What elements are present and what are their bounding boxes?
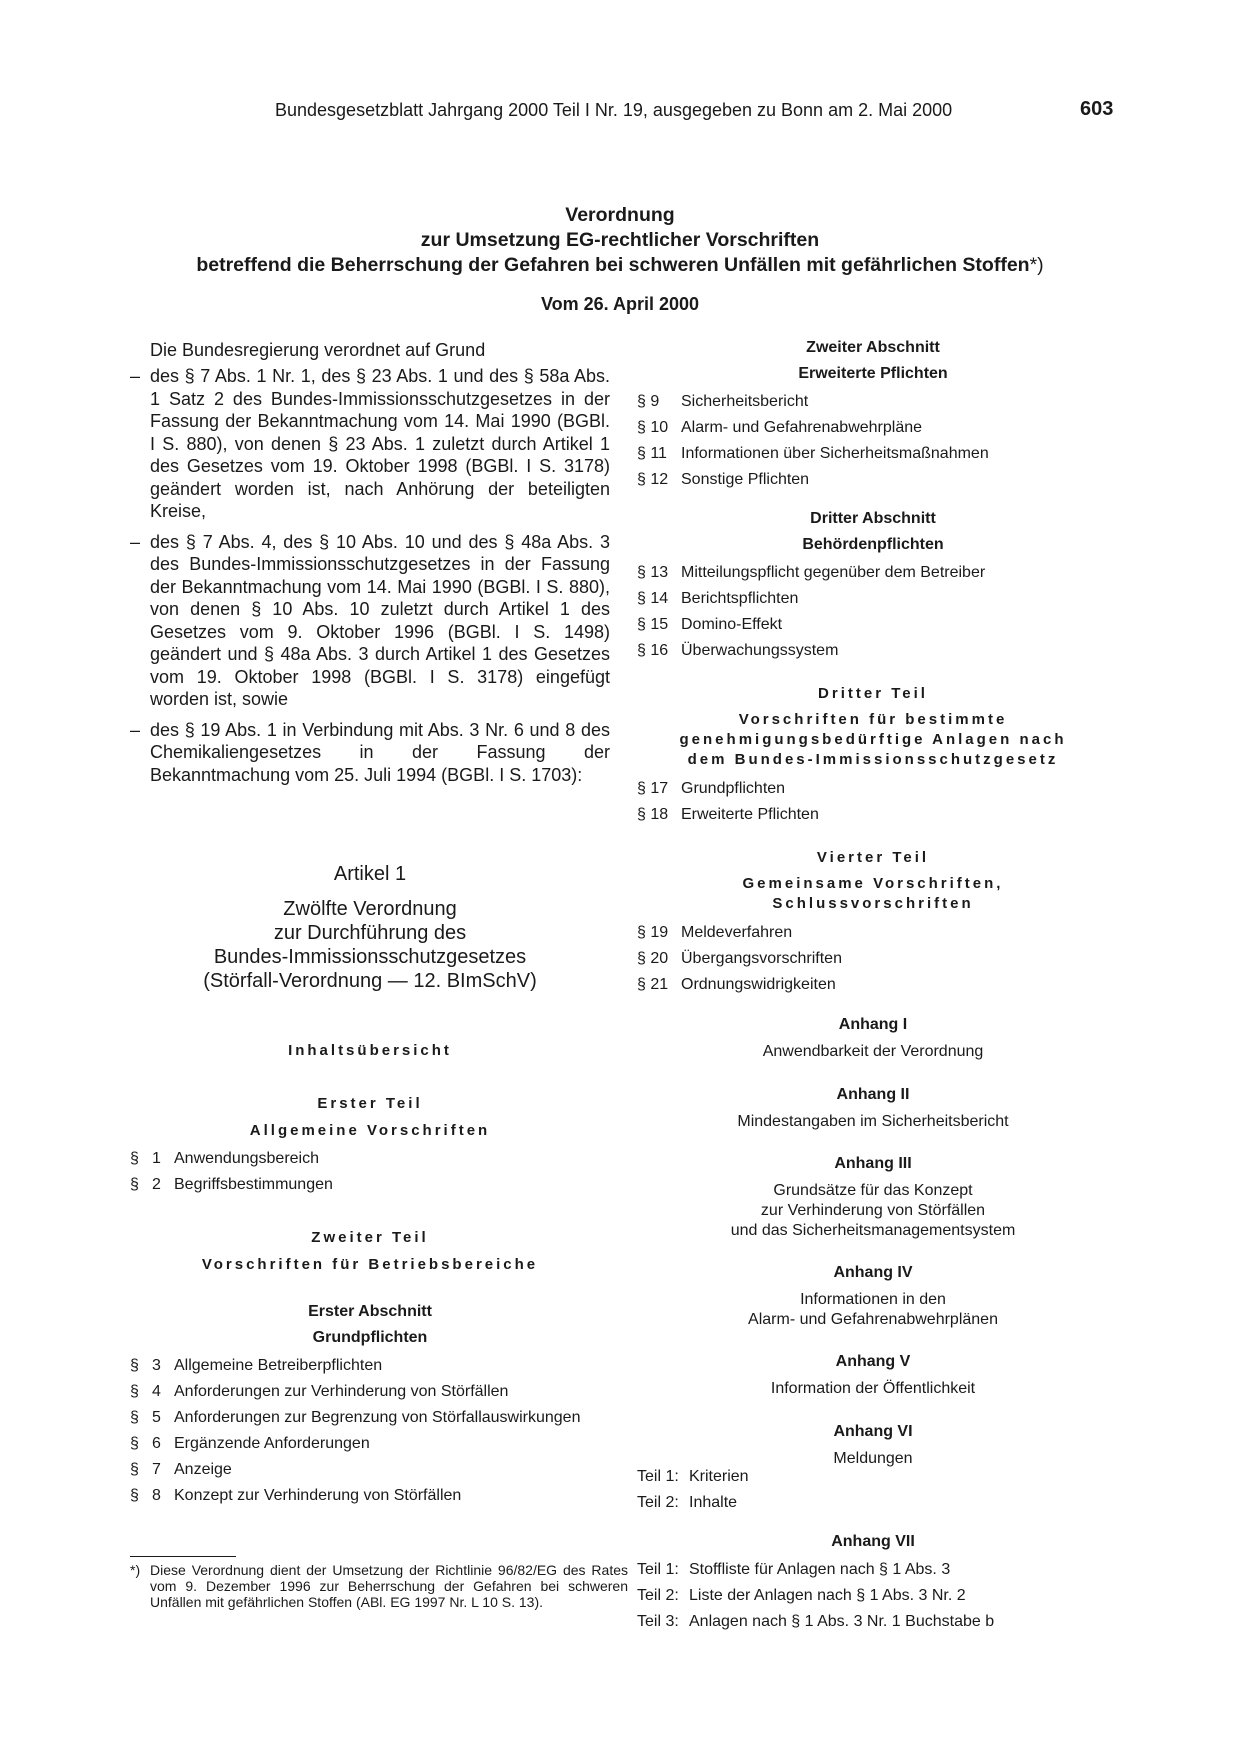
toc-entry	[637, 924, 792, 942]
toc-entry-text: Domino-Effekt	[681, 616, 783, 633]
toc-entry-number: § 17	[637, 780, 669, 797]
toc-entry	[637, 976, 836, 994]
section-sign: §	[130, 1409, 139, 1426]
annex-3-line-2: zur Verhinderung von Störfällen	[760, 1202, 986, 1219]
toc-entry-text: Berichtspflichten	[681, 590, 799, 607]
part3-label: Dritter Teil	[818, 685, 928, 702]
annex-part-label: Teil 1:	[637, 1561, 679, 1578]
annex-3-line-1: Grundsätze für das Konzept	[773, 1182, 973, 1199]
part2-title: Vorschriften für Betriebsbereiche	[201, 1256, 539, 1273]
toc-entry-text: Sonstige Pflichten	[681, 471, 810, 488]
toc-entry-text: Übergangsvorschriften	[681, 950, 842, 967]
toc-entry	[637, 780, 785, 798]
date-line: Vom 26. April 2000	[540, 294, 700, 314]
toc-entry-number: § 14	[637, 590, 669, 607]
annex-4-line-2: Alarm- und Gefahrenabwehrplänen	[748, 1311, 998, 1328]
toc-entry-text: Meldeverfahren	[681, 924, 793, 941]
toc-entry-number: § 21	[637, 976, 669, 993]
toc-entry-text: Überwachungssystem	[681, 642, 839, 659]
part2-section3-title: Behördenpflichten	[802, 536, 944, 553]
annex-part-text: Inhalte	[689, 1494, 738, 1511]
toc-entry-text: Anwendungsbereich	[174, 1150, 319, 1167]
section-sign: §	[130, 1150, 139, 1167]
section-sign: §	[130, 1487, 139, 1504]
toc-entry-number: § 20	[637, 950, 669, 967]
part3-title-line-2: genehmigungsbedürftige Anlagen nach	[679, 731, 1067, 748]
title-line-1: Verordnung	[565, 204, 675, 226]
toc-entry-text: Erweiterte Pflichten	[681, 806, 819, 823]
annex-part-text: Liste der Anlagen nach § 1 Abs. 3 Nr. 2	[689, 1587, 966, 1604]
title-line-3	[0, 254, 1240, 277]
footnote-mark: *)	[130, 1562, 141, 1578]
toc-entry-text: Anforderungen zur Verhinderung von Störfällen	[174, 1383, 509, 1400]
preamble-item	[130, 365, 610, 523]
toc-entry-number: 2	[152, 1176, 161, 1193]
toc-entry-text: Anzeige	[174, 1461, 232, 1478]
annex-part-label: Teil 2:	[637, 1494, 679, 1511]
toc-entry	[130, 1150, 319, 1168]
annex-part-row	[637, 1561, 950, 1579]
toc-entry-number: 3	[152, 1357, 161, 1374]
toc-entry	[130, 1409, 580, 1427]
toc-entry	[637, 950, 842, 968]
part2-section3-label: Dritter Abschnitt	[810, 510, 936, 527]
annex-part-text: Anlagen nach § 1 Abs. 3 Nr. 1 Buchstabe b	[689, 1613, 995, 1630]
toc-entry	[637, 590, 798, 608]
toc-entry-number: 5	[152, 1409, 161, 1426]
toc-entry	[637, 471, 809, 489]
toc-entry-number: 1	[152, 1150, 161, 1167]
toc-entry-text: Mitteilungspflicht gegenüber dem Betreiber	[681, 564, 986, 581]
toc-entry	[637, 419, 922, 437]
toc-entry	[637, 445, 989, 463]
page-number: 603	[1080, 98, 1114, 120]
title-footnote-mark: *)	[1029, 254, 1044, 276]
toc-entry	[130, 1176, 333, 1194]
preamble-item-text: des § 19 Abs. 1 in Verbindung mit Abs. 3 Nr. 6 und 8 des Chemikaliengesetzes in der Fassung der Bekanntmachung vom 25. Juli 1994 (BGBl. I S. 1703):	[150, 719, 610, 785]
annex-6-text: Meldungen	[833, 1450, 913, 1467]
annex-6-title: Anhang VI	[833, 1423, 913, 1440]
part4-title-line-2: Schlussvorschriften	[772, 895, 974, 912]
toc-entry-number: § 12	[637, 471, 669, 488]
preamble	[130, 340, 610, 794]
preamble-item	[130, 719, 610, 787]
article-title-line-4: (Störfall-Verordnung — 12. BImSchV)	[203, 970, 537, 992]
toc-entry-text: Sicherheitsbericht	[681, 393, 809, 410]
toc-entry-text: Informationen über Sicherheitsmaßnahmen	[681, 445, 989, 462]
section-sign: §	[130, 1383, 139, 1400]
toc-entry-number: § 11	[637, 445, 667, 462]
annex-part-row	[637, 1468, 749, 1486]
part2-section1-label: Erster Abschnitt	[308, 1303, 432, 1320]
annex-2-title: Anhang II	[836, 1086, 910, 1103]
annex-part-label: Teil 2:	[637, 1587, 679, 1604]
article-title-line-1: Zwölfte Verordnung	[283, 898, 457, 920]
preamble-intro: Die Bundesregierung verordnet auf Grund	[150, 340, 486, 360]
article-title-line-3: Bundes-Immissionsschutzgesetzes	[213, 946, 527, 968]
part2-label: Zweiter Teil	[311, 1229, 429, 1246]
part2-section2-label: Zweiter Abschnitt	[806, 339, 940, 356]
annex-part-text: Stoffliste für Anlagen nach § 1 Abs. 3	[689, 1561, 951, 1578]
toc-entry-text: Alarm- und Gefahrenabwehrpläne	[681, 419, 923, 436]
footnote-rule	[130, 1556, 236, 1557]
annex-part-row	[637, 1613, 994, 1631]
toc-entry-number: 6	[152, 1435, 161, 1452]
preamble-item-text: des § 7 Abs. 1 Nr. 1, des § 23 Abs. 1 und des § 58a Abs. 1 Satz 2 des Bundes-Immissionsschutzgesetzes in der Fassung der Bekanntmachung vom 14. Mai 1990 (BGBl. I S. 880), von denen § 23 Abs. 1 zuletzt durch Artikel 1 des Gesetzes vom 19. Oktober 1998 (BGBl. I S. 3178) geändert worden ist, nach Anhörung der beteiligten Kreise,	[150, 366, 610, 521]
toc-entry-text: Ergänzende Anforderungen	[174, 1435, 370, 1452]
toc-entry-number: 4	[152, 1383, 161, 1400]
annex-part-label: Teil 3:	[637, 1613, 679, 1630]
title-line-3-text: betreffend die Beherrschung der Gefahren bei schweren Unfällen mit gefährlichen Stoffen	[196, 254, 1030, 276]
toc-entry-number: § 18	[637, 806, 669, 823]
toc-entry-number: § 15	[637, 616, 669, 633]
toc-entry	[637, 564, 985, 582]
part2-section1-title: Grundpflichten	[312, 1329, 428, 1346]
toc-entry	[637, 806, 819, 824]
toc-entry	[130, 1461, 232, 1479]
part3-title-line-3: dem Bundes-Immissionsschutzgesetz	[687, 751, 1059, 768]
toc-entry-text: Anforderungen zur Begrenzung von Störfallauswirkungen	[174, 1409, 581, 1426]
annex-4-line-1: Informationen in den	[800, 1291, 946, 1308]
footnote	[130, 1562, 628, 1610]
annex-part-text: Kriterien	[689, 1468, 749, 1485]
annex-3-title: Anhang III	[834, 1155, 912, 1172]
annex-2-text: Mindestangaben im Sicherheitsbericht	[737, 1113, 1009, 1130]
annex-5-text: Information der Öffentlichkeit	[770, 1380, 976, 1397]
section-sign: §	[130, 1461, 139, 1478]
dash-mark: –	[130, 366, 141, 386]
toc-entry-text: Begriffsbestimmungen	[174, 1176, 333, 1193]
toc-heading: Inhaltsübersicht	[288, 1042, 452, 1059]
toc-entry-text: Ordnungswidrigkeiten	[681, 976, 836, 993]
section-sign: §	[130, 1435, 139, 1452]
dash-mark: –	[130, 531, 141, 552]
toc-entry	[637, 393, 808, 411]
toc-entry	[637, 616, 782, 634]
section-sign: §	[130, 1176, 139, 1193]
part4-label: Vierter Teil	[816, 849, 930, 866]
toc-entry-number: 8	[152, 1487, 161, 1504]
toc-entry-text: Grundpflichten	[681, 780, 786, 797]
dash-mark: –	[130, 719, 141, 740]
toc-entry-text: Konzept zur Verhinderung von Störfällen	[174, 1487, 462, 1504]
annex-1-title: Anhang I	[838, 1016, 908, 1033]
section-sign: §	[130, 1357, 139, 1374]
part3-title-line-1: Vorschriften für bestimmte	[738, 711, 1008, 728]
toc-entry	[130, 1383, 508, 1401]
annex-4-title: Anhang IV	[833, 1264, 913, 1281]
toc-entry-number: § 19	[637, 924, 669, 941]
annex-1-text: Anwendbarkeit der Verordnung	[762, 1043, 984, 1060]
annex-3-line-3: und das Sicherheitsmanagementsystem	[730, 1222, 1016, 1239]
part1-title: Allgemeine Vorschriften	[249, 1122, 491, 1139]
toc-entry-number: § 13	[637, 564, 669, 581]
toc-entry	[637, 642, 838, 660]
title-line-2: zur Umsetzung EG-rechtlicher Vorschriften	[420, 229, 820, 251]
running-header: Bundesgesetzblatt Jahrgang 2000 Teil I Nr. 19, ausgegeben zu Bonn am 2. Mai 2000	[275, 100, 953, 120]
toc-entry	[130, 1435, 370, 1453]
part1-label: Erster Teil	[317, 1095, 423, 1112]
article-label: Artikel 1	[333, 863, 407, 885]
annex-5-title: Anhang V	[835, 1353, 911, 1370]
part2-section2-title: Erweiterte Pflichten	[798, 365, 948, 382]
toc-entry-number: § 9	[637, 393, 660, 410]
toc-entry	[130, 1357, 382, 1375]
toc-entry-number: 7	[152, 1461, 161, 1478]
annex-part-row	[637, 1494, 737, 1512]
article-title-line-2: zur Durchführung des	[273, 922, 467, 944]
part4-title-line-1: Gemeinsame Vorschriften,	[742, 875, 1004, 892]
toc-entry	[130, 1487, 461, 1505]
toc-entry-text: Allgemeine Betreiberpflichten	[174, 1357, 383, 1374]
footnote-text: Diese Verordnung dient der Umsetzung der Richtlinie 96/82/EG des Rates vom 9. Dezember 1996 zur Beherrschung der Gefahren bei schweren Unfällen mit gefährlichen Stoffen (ABl. EG 1997 Nr. L 10 S. 13).	[150, 1562, 628, 1610]
annex-part-label: Teil 1:	[637, 1468, 679, 1485]
annex-7-title: Anhang VII	[831, 1533, 915, 1550]
preamble-item	[130, 531, 610, 711]
toc-entry-number: § 10	[637, 419, 669, 436]
toc-entry-number: § 16	[637, 642, 669, 659]
annex-part-row	[637, 1587, 966, 1605]
preamble-item-text: des § 7 Abs. 4, des § 10 Abs. 10 und des § 48a Abs. 3 des Bundes-Immissionsschutzgesetzes in der Fassung der Bekanntmachung vom 14. Mai 1990 (BGBl. I S. 880), von denen § 10 Abs. 10 zuletzt durch Artikel 1 des Gesetzes vom 9. Oktober 1996 (BGBl. I S. 1498) geändert und § 48a Abs. 3 durch Artikel 1 des Gesetzes vom 19. Oktober 1998 (BGBl. I S. 3178) eingefügt worden ist, sowie	[150, 531, 610, 709]
